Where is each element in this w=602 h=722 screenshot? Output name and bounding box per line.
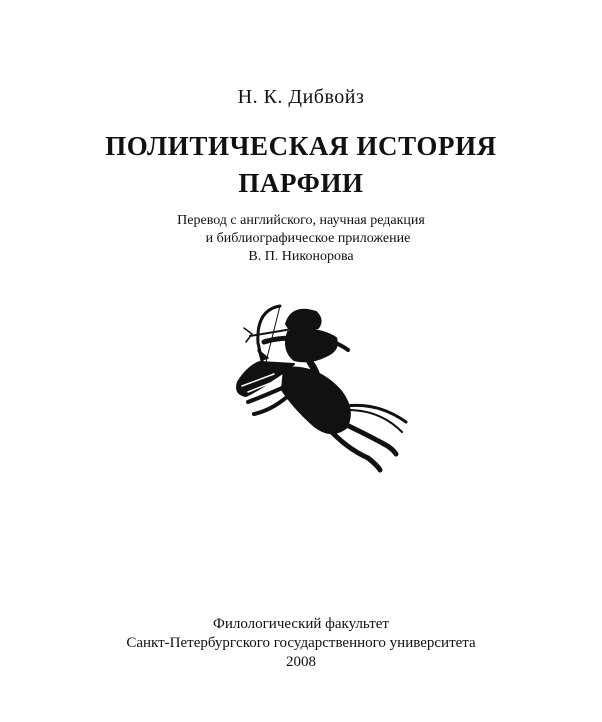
book-title-line-2: ПАРФИИ — [238, 168, 364, 198]
credits-line-3: В. П. Никонорова — [248, 249, 354, 264]
parthian-horse-archer-icon — [228, 298, 418, 473]
book-title-line-1: ПОЛИТИЧЕСКАЯ ИСТОРИЯ — [105, 131, 497, 161]
publisher-imprint — [0, 615, 602, 672]
credits-line-1: Перевод с английского, научная редакция — [177, 213, 425, 228]
credits-line-2: и библиографическое приложение — [205, 231, 411, 246]
imprint-year: 2008 — [286, 654, 316, 670]
imprint-faculty: Филологический факультет — [213, 616, 389, 632]
translation-credits — [0, 212, 602, 266]
imprint-university: Санкт-Петербургского государственного университета — [126, 635, 476, 651]
book-title — [0, 128, 602, 202]
author-name: Н. К. Дибвойз — [237, 86, 365, 108]
